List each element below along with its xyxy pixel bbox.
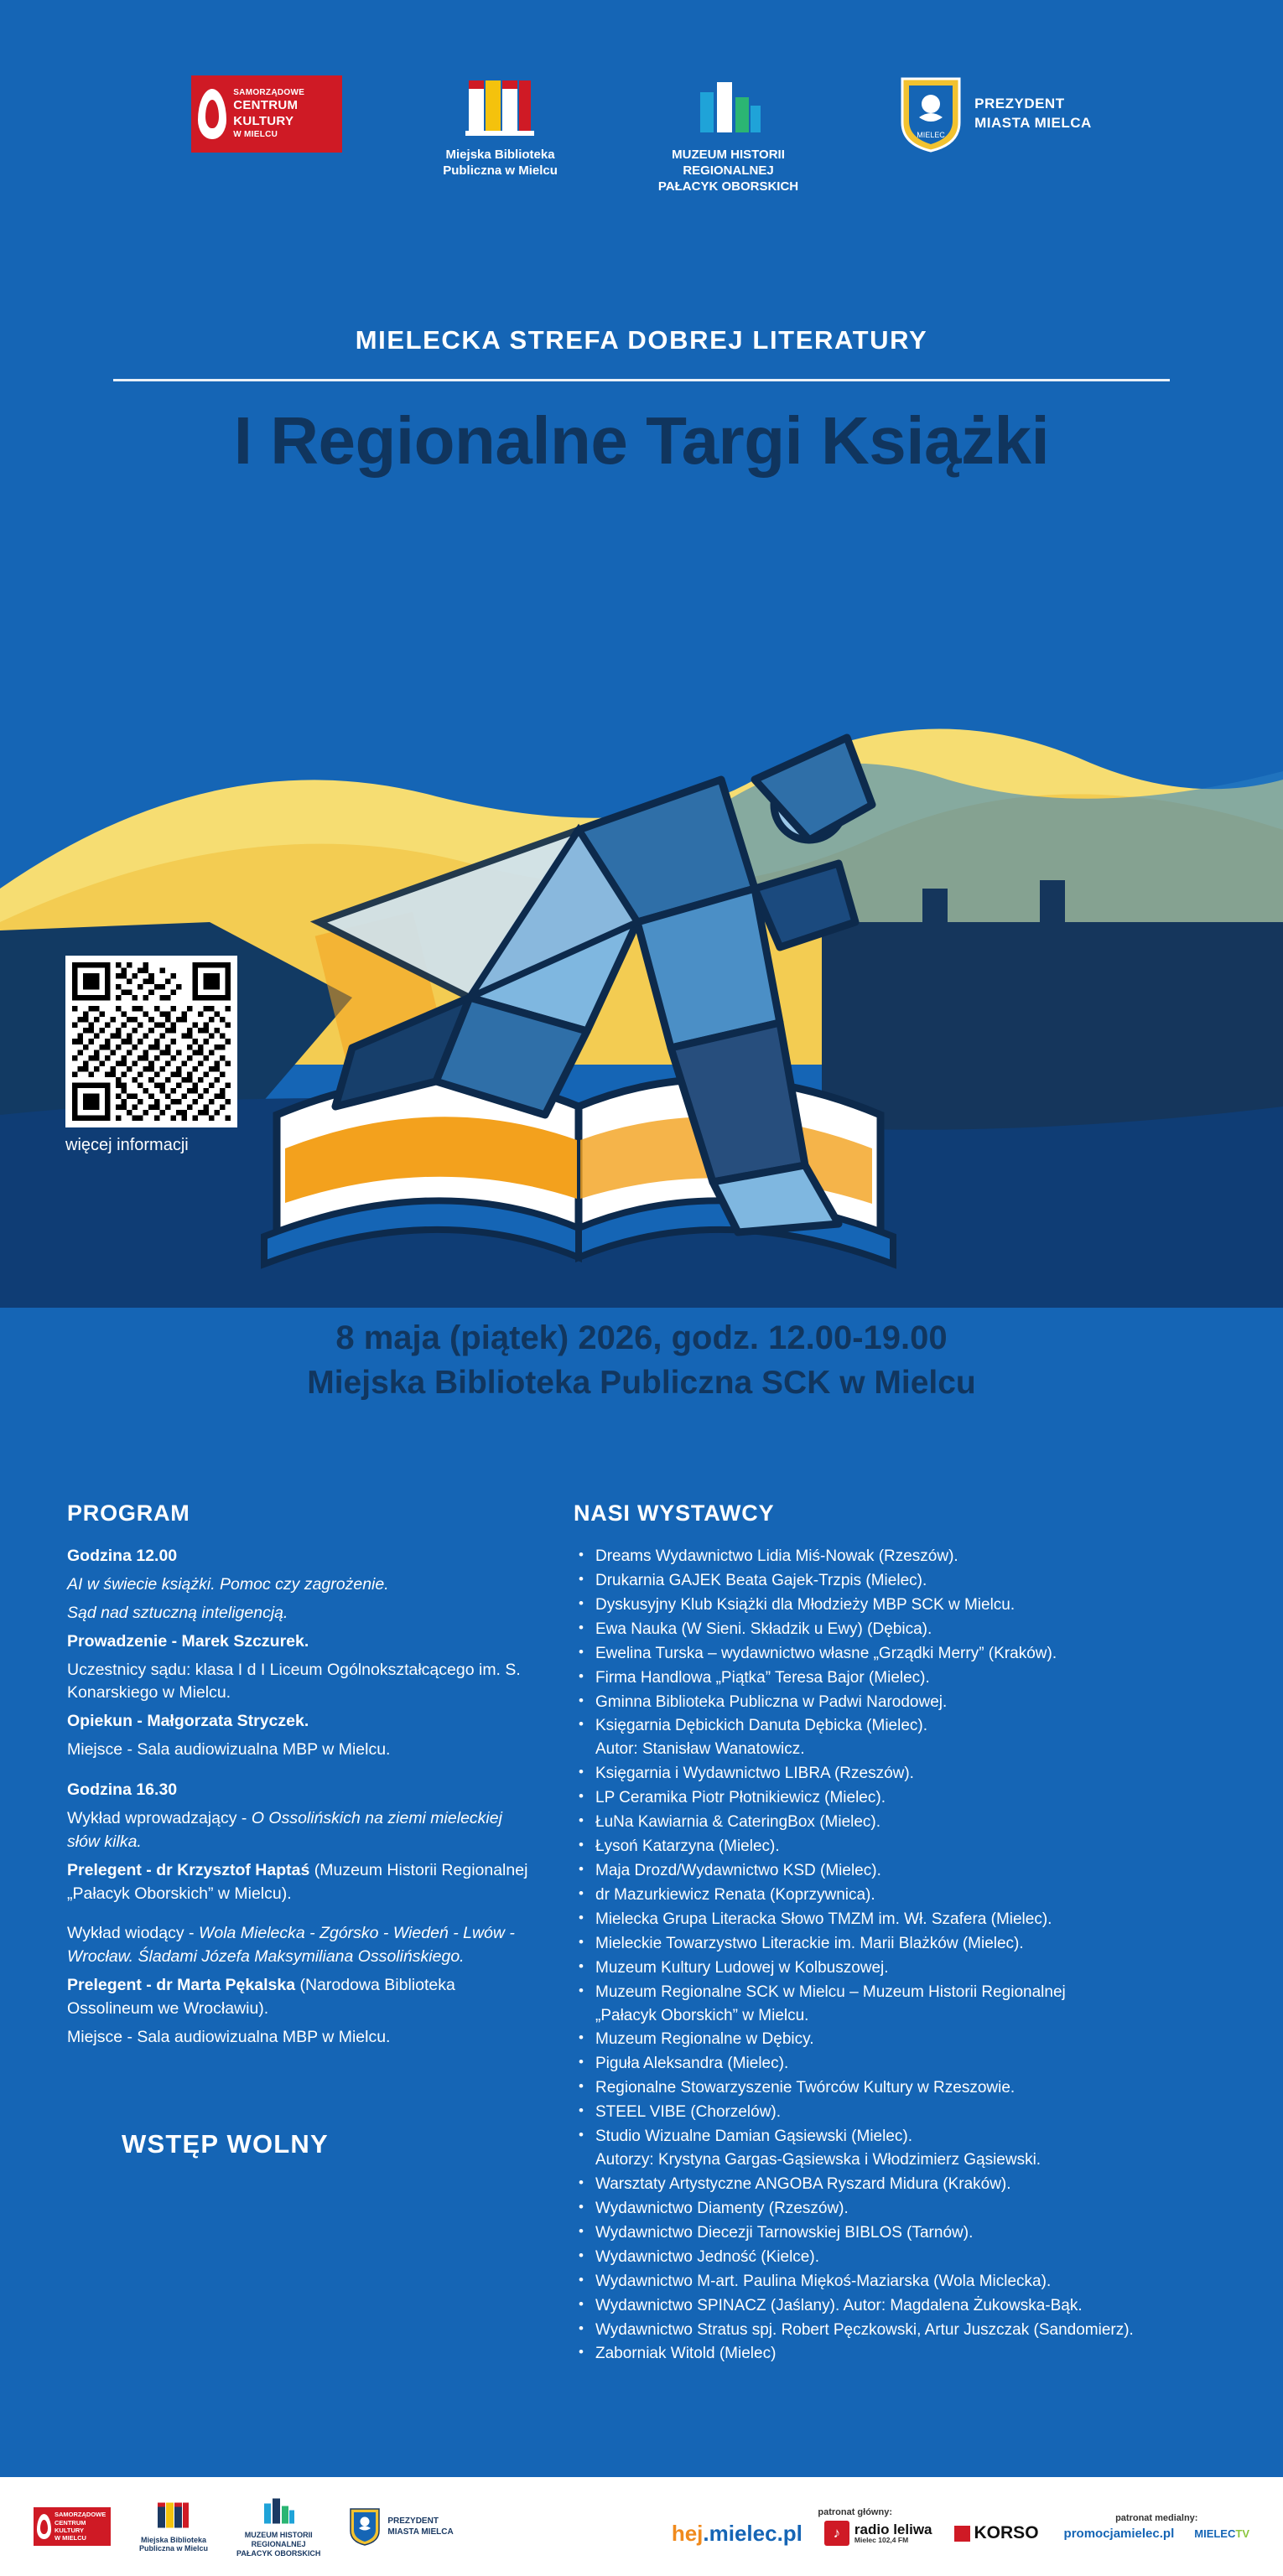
exhibitor-name: Wydawnictwo Diamenty (Rzeszów). [595,2199,849,2217]
hej-mielec-logo [672,2521,803,2547]
exhibitor-name: Wydawnictwo Jedność (Kielce). [595,2247,819,2266]
museum-caption-l3: PAŁACYK OBORSKICH [657,179,799,194]
mielectv-word: MIELEC [1194,2527,1236,2540]
footer-library-caption [139,2536,208,2554]
poster-illustration [0,528,1283,1308]
city-crest-icon [899,75,963,153]
sck-line4: W MIELCU [233,129,278,139]
footer-lib-l1: Miejska Biblioteka [140,2535,207,2544]
hej-logo-domain: .mielec.pl [703,2520,803,2546]
exhibitor-item [574,2246,1233,2269]
footer-sck-l2: CENTRUM [55,2518,86,2527]
footer-mus-l1: MUZEUM HISTORII [244,2531,313,2540]
program-lecture-intro [67,1807,537,1854]
museum-caption-l1: MUZEUM HISTORII [672,148,785,162]
event-date: 8 maja (piątek) 2026, godz. 12.00-19.00 [335,1319,948,1356]
exhibitor-name: Mieleckie Towarzystwo Literackie im. Marii Blażków (Mielec). [595,1934,1024,1952]
patron-media-label: patronat medialny: [1115,2512,1198,2523]
exhibitor-name: Dyskusyjny Klub Książki dla Młodzieży MBP SCK w Mielcu. [595,1595,1015,1614]
library-logo-caption [443,148,558,179]
exhibitor-item [574,1835,1233,1858]
footer-organizers [34,2495,454,2558]
program-supervisor-1: Opiekun - Małgorzata Stryczek. [67,1712,309,1731]
footer-mus-l3: PAŁACYK OBORSKICH [236,2548,321,2558]
exhibitor-name: Warsztaty Artystyczne ANGOBA Ryszard Midura (Kraków). [595,2174,1011,2193]
free-entry-label: WSTĘP WOLNY [122,2129,329,2159]
exhibitor-item [574,2052,1233,2076]
exhibitor-name: Muzeum Regionalne w Dębicy. [595,2030,814,2049]
exhibitor-name: dr Mazurkiewicz Renata (Koprzywnica). [595,1885,875,1904]
exhibitors-column [574,1501,1233,2366]
program-body [67,1545,537,2050]
exhibitor-item [574,1594,1233,1617]
program-speaker-2 [67,1974,537,2021]
exhibitor-name: Wydawnictwo M-art. Paulina Miękoś-Maziarska (Wola Miclecka). [595,2272,1052,2290]
promocja-domain: mielec.pl [1120,2526,1175,2541]
promocja-mielec-logo [1064,2527,1175,2541]
exhibitor-item [574,2076,1233,2100]
footer-bar [0,2477,1283,2576]
exhibitor-name: Piguła Aleksandra (Mielec). [595,2055,789,2073]
footer-museum-logo [236,2495,320,2558]
footer-pres-l2: MIASTA MIELCA [387,2527,454,2537]
footer-sck-logo [34,2507,111,2546]
exhibitor-item [574,1666,1233,1690]
sck-line3: KULTURY [233,114,294,128]
korso-square-icon [954,2526,970,2542]
program-time-1: Godzina 12.00 [67,1547,178,1565]
exhibitor-name: Firma Handlowa „Piątka” Teresa Bajor (Mielec). [595,1668,930,1687]
exhibitor-name: Wydawnictwo SPINACZ (Jaślany). Autor: Magdalena Żukowska-Bąk. [595,2296,1083,2314]
footer-president-logo [349,2507,453,2546]
program-lecture-main-pre: Wykład wiodący - [67,1924,199,1943]
program-speaker-2-affil: (Narodowa Biblioteka Ossolineum we Wrocławiu). [67,1976,455,2018]
exhibitor-name: LP Ceramika Piotr Płotnikiewicz (Mielec). [595,1789,886,1807]
footer-museum-caption [236,2531,320,2558]
program-speaker-1-affil: (Muzeum Historii Regionalnej „Pałacyk Oborskich” w Mielcu). [67,1860,528,1903]
exhibitor-item [574,1691,1233,1714]
president-logo-wrap [899,75,1092,153]
exhibitor-item [574,1569,1233,1593]
korso-logo [954,2523,1039,2543]
sck-logo [191,75,342,153]
city-crest-icon [349,2507,381,2546]
president-logo [899,75,1092,153]
title-divider [113,379,1170,381]
hej-logo-mark: hej [671,2520,704,2546]
exhibitor-item [574,1859,1233,1883]
radio-name2: leliwa [893,2521,932,2537]
radio-leliwa-text [854,2522,932,2545]
event-datetime-block [0,1316,1283,1405]
exhibitor-item [574,1762,1233,1786]
exhibitor-item [574,1714,1233,1761]
exhibitor-item [574,1884,1233,1907]
exhibitor-name: Drukarnia GAJEK Beata Gajek-Trzpis (Mielec). [595,1571,927,1589]
mielectv-tv: TV [1235,2527,1249,2540]
museum-building-icon [687,75,771,141]
sck-line1: SAMORZĄDOWE [233,87,305,97]
exhibitor-item [574,1811,1233,1834]
qr-code[interactable] [65,956,237,1127]
program-topic-1b: Sąd nad sztuczną inteligencją. [67,1603,288,1622]
exhibitor-name: Ewa Nauka (W Sieni. Składzik u Ewy) (Dębica). [595,1620,932,1638]
exhibitor-item [574,2028,1233,2051]
program-column [67,1501,537,2366]
radio-leliwa-logo [824,2521,932,2546]
sponsor-logo-bar [0,75,1283,201]
exhibitor-name: Muzeum Regionalne SCK w Mielcu – Muzeum Historii Regionalnej [595,1983,1066,2001]
radio-frequency: Mielec 102,4 FM [854,2536,909,2545]
footer-patrons [672,2507,1249,2547]
program-speaker-2-name: Prelegent - dr Marta Pękalska [67,1976,296,1995]
poster-kicker: MIELECKA STREFA DOBREJ LITERATURY [355,325,928,355]
museum-logo-caption [658,148,798,194]
flame-icon [37,2514,51,2539]
exhibitor-name: Ewelina Turska – wydawnictwo własne „Grządki Merry” (Kraków). [595,1644,1057,1662]
footer-sck-l3: KULTURY [55,2526,84,2534]
exhibitor-item [574,1957,1233,1980]
books-icon [155,2500,192,2533]
footer-president-text [387,2516,453,2537]
mielec-tv-logo [1194,2527,1249,2540]
exhibitor-item [574,1545,1233,1568]
exhibitor-item [574,1908,1233,1931]
exhibitor-name: Regionalne Stowarzyszenie Twórców Kultury w Rzeszowie. [595,2079,1015,2097]
exhibitor-item [574,1618,1233,1641]
flame-icon [198,89,226,139]
exhibitor-name: Studio Wizualne Damian Gąsiewski (Mielec). [595,2128,913,2146]
exhibitor-name: Dreams Wydawnictwo Lidia Miś-Nowak (Rzeszów). [595,1547,958,1565]
sck-logo-mark [191,75,342,153]
event-venue: Miejska Biblioteka Publiczna SCK w Mielcu [307,1364,976,1401]
footer-sck-l4: W MIELCU [55,2534,86,2542]
footer-pres-l1: PREZYDENT [387,2516,439,2526]
library-caption-l1: Miejska Biblioteka [445,148,555,162]
footer-lib-l2: Publiczna w Mielcu [139,2544,209,2553]
exhibitor-name: Księgarnia i Wydawnictwo LIBRA (Rzeszów). [595,1765,914,1783]
president-logo-text [974,95,1092,133]
exhibitor-item [574,2342,1233,2366]
exhibitor-item [574,1981,1233,2028]
poster-title: I Regionalne Targi Książki [233,403,1050,478]
exhibitor-item [574,2197,1233,2221]
exhibitor-name: Księgarnia Dębickich Danuta Dębicka (Mielec). [595,1717,928,1735]
korso-name: KORSO [974,2523,1039,2542]
library-caption-l2: Publiczna w Mielcu [443,163,558,178]
program-time-2: Godzina 16.30 [67,1780,178,1799]
exhibitors-heading: NASI WYSTAWCY [574,1501,775,1526]
exhibitor-name: Muzeum Kultury Ludowej w Kolbuszowej. [595,1958,889,1977]
program-topic-1a: AI w świecie książki. Pomoc czy zagrożenie. [67,1574,389,1594]
exhibitor-name: Mielecka Grupa Literacka Słowo TMZM im. Wł. Szafera (Mielec). [595,1910,1052,1928]
program-place-1: Miejsce - Sala audiowizualna MBP w Mielcu. [67,1740,391,1760]
exhibitor-item [574,1932,1233,1956]
patron-main-group [672,2507,1039,2547]
exhibitor-item [574,2294,1233,2318]
exhibitor-subline: Autor: Stanisław Wanatowicz. [595,1740,805,1759]
exhibitor-name: Wydawnictwo Stratus spj. Robert Pęczkowski, Artur Juszczak (Sandomierz). [595,2320,1134,2339]
exhibitors-list [574,1545,1233,2366]
exhibitor-name: Gminna Biblioteka Publiczna w Padwi Narodowej. [595,1692,948,1711]
library-logo [443,75,558,179]
svg-text:MIELEC: MIELEC [917,131,945,139]
program-lecture-main [67,1922,537,1969]
footer-sck-l1: SAMORZĄDOWE [55,2511,106,2519]
qr-block [65,956,246,1155]
qr-caption: więcej informacji [65,1136,189,1154]
exhibitor-item [574,2173,1233,2196]
content-columns [67,1501,1233,2366]
museum-building-icon [257,2495,299,2528]
footer-mus-l2: REGIONALNEJ [251,2540,306,2549]
exhibitor-name: STEEL VIBE (Chorzelów). [595,2103,782,2122]
program-participants-1: Uczestnicy sądu: klasa I d I Liceum Ogólnokształcącego im. S. Konarskiego w Mielcu. [67,1660,521,1703]
exhibitor-item [574,1642,1233,1666]
program-lecture-intro-title: O Ossolińskich na ziemi mieleckiej słów kilka. [67,1808,502,1851]
president-l1: PREZYDENT [974,96,1065,112]
exhibitor-name: Zaborniak Witold (Mielec) [595,2345,777,2363]
footer-library-logo [139,2500,208,2554]
program-heading: PROGRAM [67,1501,190,1526]
books-icon [464,75,538,141]
radio-name: radio [854,2521,890,2537]
qr-code-image [72,962,231,1121]
program-speaker-1-name: Prelegent - dr Krzysztof Haptaś [67,1860,310,1879]
sck-logo-text [233,88,304,141]
exhibitor-name: ŁuNa Kawiarnia & CateringBox (Mielec). [595,1813,881,1832]
exhibitor-name: Wydawnictwo Diecezji Tarnowskiej BIBLOS (Tarnów). [595,2223,974,2242]
program-host-1: Prowadzenie - Marek Szczurek. [67,1631,309,1651]
museum-logo [658,75,798,194]
exhibitor-item [574,2125,1233,2172]
exhibitor-subline: „Pałacyk Oborskich” w Mielcu. [595,2006,809,2024]
program-place-2: Miejsce - Sala audiowizualna MBP w Mielcu. [67,2027,391,2046]
museum-caption-l2: REGIONALNEJ [683,163,774,178]
patron-media-group [1064,2513,1249,2541]
exhibitor-item [574,2221,1233,2245]
exhibitor-name: Łysoń Katarzyna (Mielec). [595,1837,780,1856]
exhibitor-item [574,2319,1233,2342]
program-lecture-intro-pre: Wykład wprowadzający - [67,1808,252,1827]
exhibitor-subline: Autorzy: Krystyna Gargas-Gąsiewska i Włodzimierz Gąsiewski. [595,2151,1041,2169]
president-l2: MIASTA MIELCA [974,115,1092,131]
footer-sck-text [55,2511,106,2542]
exhibitor-name: Maja Drozd/Wydawnictwo KSD (Mielec). [595,1861,881,1879]
exhibitor-item [574,1786,1233,1810]
exhibitor-item [574,2270,1233,2294]
exhibitor-item [574,2101,1233,2124]
program-lecture-main-title: Wola Mielecka - Zgórsko - Wiedeń - Lwów - Wrocław. Śladami Józefa Maksymiliana Ossolińskiego. [67,1924,515,1967]
program-speaker-1 [67,1859,537,1906]
promocja-word: promocja [1063,2526,1121,2541]
footer-sck-mark [34,2507,111,2546]
sck-line2: CENTRUM [233,98,299,113]
radio-icon: ♪ [824,2521,849,2546]
patron-main-label: patronat główny: [818,2506,892,2517]
